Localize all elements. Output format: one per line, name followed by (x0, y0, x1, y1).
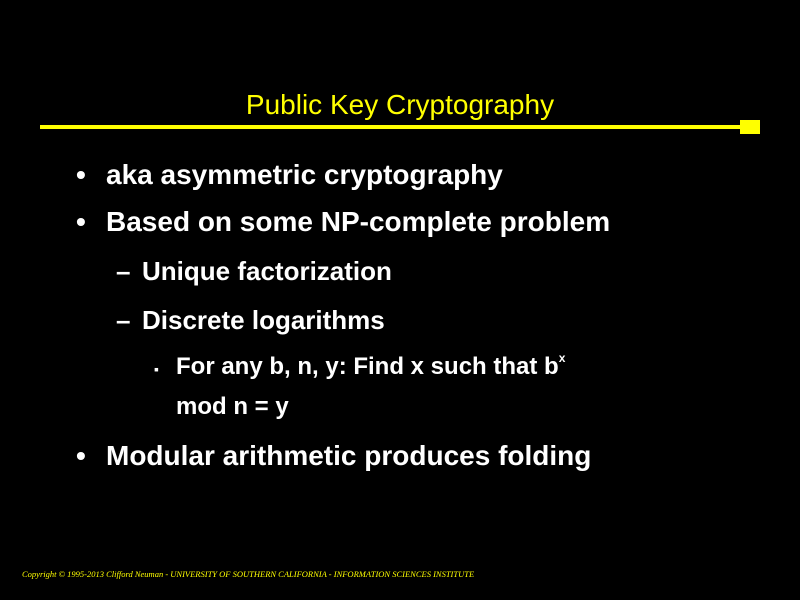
bullet-marker: • (76, 159, 86, 190)
dash-marker: – (116, 305, 131, 335)
slide-title: Public Key Cryptography (245, 89, 555, 120)
subbullet-unique-factorization: Unique factorization (142, 256, 392, 286)
copyright-footer: Copyright © 1995-2013 Clifford Neuman - UNIVERSITY OF SOUTHERN CALIFORNIA - INFORMATION SCIENCES INSTITUTE (22, 569, 475, 579)
bullet-marker: • (76, 206, 86, 237)
bullet-np-complete: Based on some NP-complete problem (106, 206, 611, 237)
find-x-text: For any b, n, y: Find x such that b (176, 353, 559, 380)
bullet-marker: • (76, 440, 86, 471)
bullet-modular-arithmetic: Modular arithmetic produces folding (106, 440, 592, 471)
dash-marker: – (116, 256, 131, 286)
subbullet-discrete-logarithms: Discrete logarithms (142, 305, 385, 335)
bullet-aka-asymmetric: aka asymmetric cryptography (106, 159, 503, 190)
exponent-x: x (558, 351, 566, 365)
subsubbullet-find-x-line2: mod n = y (176, 393, 289, 420)
square-marker: ▪ (154, 361, 159, 377)
subsubbullet-find-x-line1 (176, 352, 565, 382)
